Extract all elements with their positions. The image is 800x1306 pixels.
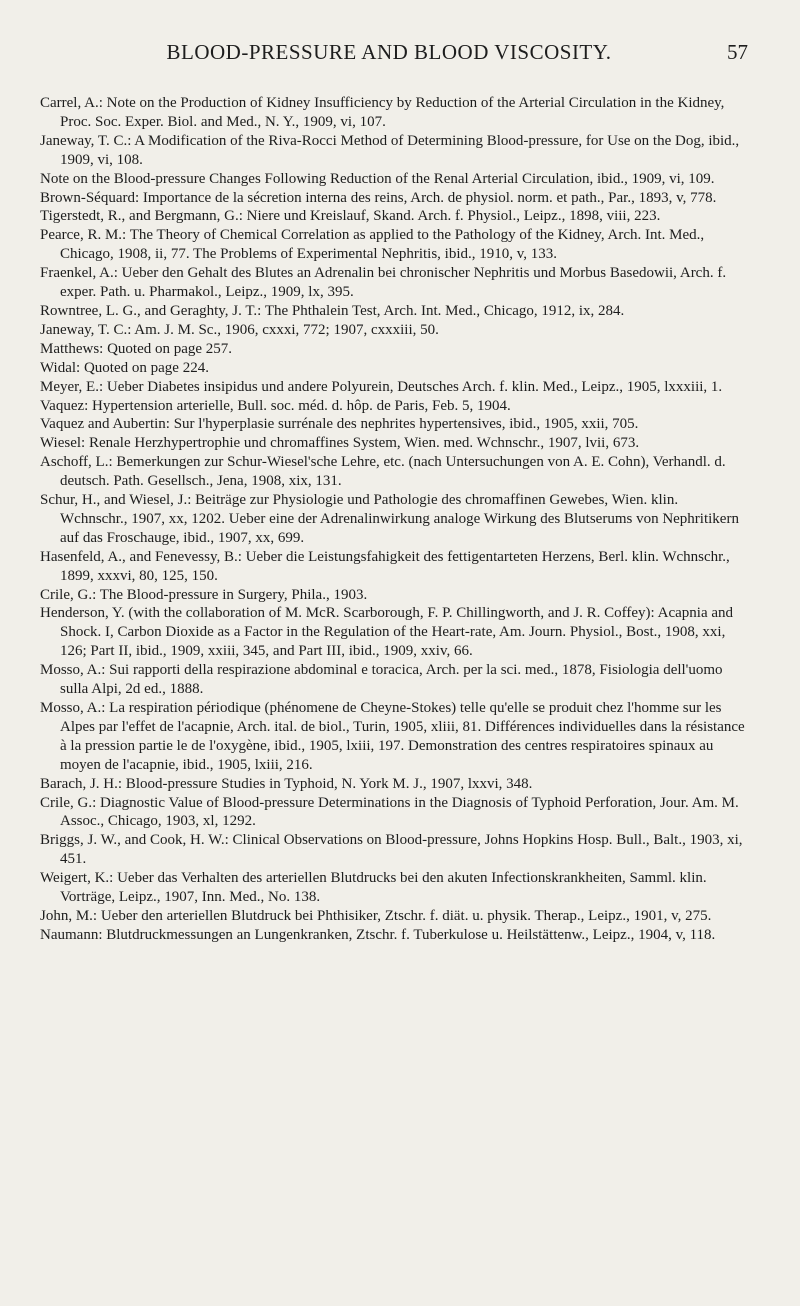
reference-item: Tigerstedt, R., and Bergmann, G.: Niere und Kreislauf, Skand. Arch. f. Physiol., Leipz., 1898, viii, 223.	[40, 208, 661, 225]
running-header	[40, 40, 748, 80]
reference-item: Carrel, A.: Note on the Production of Kidney Insufficiency by Reduction of the Arterial Circulation in the Kidney, Proc. Soc. Exper. Biol. and Med., N. Y., 1909, vi, 107.	[40, 95, 725, 130]
reference-item: Weigert, K.: Ueber das Verhalten des arteriellen Blutdrucks bei den akuten Infectionskrankheiten, Samml. klin. Vorträge, Leipz., 1907, Inn. Med., No. 138.	[40, 870, 707, 906]
reference-item: Aschoff, L.: Bemerkungen zur Schur-Wiesel'sche Lehre, etc. (nach Untersuchungen von A. E. Cohn), Verhandl. d. deutsch. Path. Gesellsch., Jena, 1908, xix, 131.	[40, 454, 726, 490]
reference-item: Rowntree, L. G., and Geraghty, J. T.: The Phthalein Test, Arch. Int. Med., Chicago, 1912, ix, 284.	[40, 302, 625, 319]
running-title: BLOOD-PRESSURE AND BLOOD VISCOSITY.	[166, 40, 612, 64]
reference-item: Barach, J. H.: Blood-pressure Studies in Typhoid, N. York M. J., 1907, lxxvi, 348.	[40, 775, 533, 792]
reference-item: Crile, G.: The Blood-pressure in Surgery, Phila., 1903.	[40, 586, 368, 603]
reference-item: Vaquez and Aubertin: Sur l'hyperplasie surrénale des nephrites hypertensives, ibid., 1905, xxii, 705.	[40, 416, 639, 433]
reference-item: Pearce, R. M.: The Theory of Chemical Correlation as applied to the Pathology of the Kidney, Arch. Int. Med., Chicago, 1908, ii, 77. The Problems of Experimental Nephritis, ibid., 1910, v, 133.	[40, 227, 705, 263]
reference-item: Vaquez: Hypertension arterielle, Bull. soc. méd. d. hôp. de Paris, Feb. 5, 1904.	[40, 397, 511, 414]
reference-item: Janeway, T. C.: A Modification of the Riva-Rocci Method of Determining Blood-pressure, for Use on the Dog, ibid., 1909, vi, 108.	[40, 132, 740, 168]
reference-item: Briggs, J. W., and Cook, H. W.: Clinical Observations on Blood-pressure, Johns Hopkins Hosp. Bull., Balt., 1903, xi, 451.	[40, 832, 743, 868]
reference-item: Mosso, A.: La respiration périodique (phénomene de Cheyne-Stokes) telle qu'elle se produit chez l'homme sur les Alpes par l'effet de l'acapnie, Arch. ital. de biol., Turin, 1905, xliii, 81. Différences individuelles dans la résistance à la pression partie le de l'oxygène, ibid., 1905, lxiii, 197. Demonstration des centres respiratoires spinaux au moyen de l'acapnie, ibid., 1905, lxiii, 216.	[40, 700, 745, 773]
reference-item: Janeway, T. C.: Am. J. M. Sc., 1906, cxxxi, 772; 1907, cxxxiii, 50.	[40, 321, 439, 338]
reference-item: Brown-Séquard: Importance de la sécretion interna des reins, Arch. de physiol. norm. et path., Par., 1893, v, 778.	[40, 189, 717, 206]
reference-list	[40, 94, 748, 945]
reference-item: Note on the Blood-pressure Changes Following Reduction of the Renal Arterial Circulation, ibid., 1909, vi, 109.	[40, 170, 715, 187]
reference-item: Wiesel: Renale Herzhypertrophie und chromaffines System, Wien. med. Wchnschr., 1907, lvii, 673.	[40, 435, 640, 452]
reference-item: Hasenfeld, A., and Fenevessy, B.: Ueber die Leistungsfahigkeit des fettigentarteten Herzens, Berl. klin. Wchnschr., 1899, xxxvi, 80, 125, 150.	[40, 548, 730, 584]
reference-item: John, M.: Ueber den arteriellen Blutdruck bei Phthisiker, Ztschr. f. diät. u. physik. Therap., Leipz., 1901, v, 275.	[40, 907, 712, 924]
reference-item: Fraenkel, A.: Ueber den Gehalt des Blutes an Adrenalin bei chronischer Nephritis und Morbus Basedowii, Arch. f. exper. Path. u. Pharmakol., Leipz., 1909, lx, 395.	[40, 265, 727, 301]
reference-item: Crile, G.: Diagnostic Value of Blood-pressure Determinations in the Diagnosis of Typhoid Perforation, Jour. Am. M. Assoc., Chicago, 1903, xl, 1292.	[40, 794, 739, 830]
reference-item: Schur, H., and Wiesel, J.: Beiträge zur Physiologie und Pathologie des chromaffinen Gewebes, Wien. klin. Wchnschr., 1907, xx, 1202. Ueber eine der Adrenalinwirkung analoge Wirkung des Blutserums von Nephritikern auf das Froschauge, ibid., 1907, xx, 699.	[40, 492, 739, 546]
reference-item: Meyer, E.: Ueber Diabetes insipidus und andere Polyurein, Deutsches Arch. f. klin. Med., Leipz., 1905, lxxxiii, 1.	[40, 378, 723, 395]
reference-item: Henderson, Y. (with the collaboration of M. McR. Scarborough, F. P. Chillingworth, and J. R. Coffey): Acapnia and Shock. I, Carbon Dioxide as a Factor in the Regulation of the Heart-rate, Am. Journ. Physiol., Bost., 1908, xxi, 126; Part II, ibid., 1909, xxiii, 345, and Part III, ibid., 1909, xxiv, 66.	[40, 605, 734, 660]
reference-item: Mosso, A.: Sui rapporti della respirazione abdominal e toracica, Arch. per la sci. med., 1878, Fisiologia dell'uomo sulla Alpi, 2d ed., 1888.	[40, 662, 723, 698]
reference-item: Naumann: Blutdruckmessungen an Lungenkranken, Ztschr. f. Tuberkulose u. Heilstättenw., Leipz., 1904, v, 118.	[40, 926, 716, 943]
reference-item: Widal: Quoted on page 224.	[40, 359, 209, 376]
reference-item: Matthews: Quoted on page 257.	[40, 340, 233, 357]
page-number: 57	[727, 40, 748, 64]
